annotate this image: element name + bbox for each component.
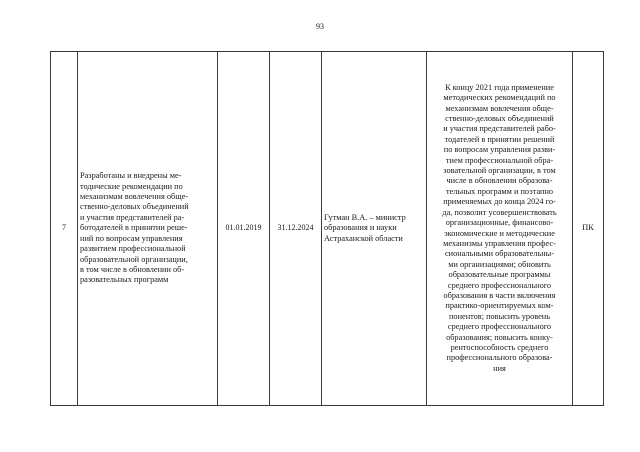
result-line: понентов; повысить уровень <box>448 311 551 321</box>
result-line: образовательные программы <box>448 270 551 280</box>
result-line: ми организациями; обновить <box>448 259 551 269</box>
start-date: 01.01.2019 <box>225 223 262 233</box>
end-date: 31.12.2024 <box>277 223 314 233</box>
result-line: тодателей в принятии решений <box>444 134 555 144</box>
result-line: методических рекомендаций по <box>443 93 556 103</box>
measure-cell <box>78 52 218 406</box>
table-row <box>51 52 604 406</box>
result-line: К концу 2021 года применение <box>445 82 554 92</box>
result-line: среднего профессионального <box>447 280 552 290</box>
result-line: экономические и методические <box>444 228 555 238</box>
responsible-text <box>324 213 424 244</box>
page-number: 93 <box>316 22 324 31</box>
measure-line: Разработаны и внедрены ме- <box>80 171 182 181</box>
measure-line: в том числе в обновлении об- <box>80 264 185 274</box>
measure-line: ний по вопросам управления <box>80 233 183 243</box>
result-line: применяемых до конца 2024 го- <box>443 197 556 207</box>
result-line: механизмы управления профес- <box>443 238 556 248</box>
responsible-line: Астраханской области <box>324 233 403 243</box>
measure-line: развитием профессиональной <box>80 244 186 254</box>
result-line: среднего профессионального <box>447 322 552 332</box>
result-line: числе в обновлении образова- <box>446 176 553 186</box>
row-number: 7 <box>61 223 67 233</box>
measure-line: механизмам вовлечения обще- <box>80 192 189 202</box>
measure-line: тодические рекомендации по <box>80 181 183 191</box>
measure-line: ственно-деловых объединений <box>80 202 189 212</box>
result-line: сиональными образовательны- <box>444 249 555 259</box>
result-line: ния <box>493 363 506 373</box>
end-date-cell <box>270 52 322 406</box>
result-line: организационные, финансово- <box>445 218 554 228</box>
result-line: практико-ориентируемых ком- <box>445 301 554 311</box>
row-code: ПК <box>582 223 594 233</box>
responsible-cell <box>322 52 427 406</box>
code-cell <box>573 52 604 406</box>
result-line: рентоспособность среднего <box>450 342 549 352</box>
result-cell <box>427 52 573 406</box>
measure-line: ботодателей в принятии реше- <box>80 223 188 233</box>
result-line: образования; повысить конку- <box>446 332 553 342</box>
result-line: тием профессиональной обра- <box>445 155 554 165</box>
result-line: образования в части включения <box>443 290 556 300</box>
start-date-cell <box>218 52 270 406</box>
result-text <box>429 83 570 374</box>
responsible-line: Гутман В.А. – министр <box>324 212 406 222</box>
row-number-cell <box>51 52 78 406</box>
result-line: по вопросам управления разви- <box>443 145 556 155</box>
result-line: профессионального образова- <box>446 353 553 363</box>
responsible-line: образования и науки <box>324 223 397 233</box>
measure-line: разовательных программ <box>80 275 169 285</box>
result-line: тельных программ и поэтапно <box>445 186 554 196</box>
result-line: зовательной организации, в том <box>443 166 556 176</box>
result-line: и участия представителей рабо- <box>443 124 556 134</box>
measures-table <box>50 51 604 406</box>
result-line: ственно-деловых объединений <box>445 114 554 124</box>
measure-line: образовательной организации, <box>80 254 188 264</box>
measure-text <box>80 171 215 285</box>
result-line: да, позволит усовершенствовать <box>442 207 557 217</box>
measure-line: и участия представителей ра- <box>80 212 185 222</box>
result-line: механизмам вовлечения обще- <box>445 103 554 113</box>
